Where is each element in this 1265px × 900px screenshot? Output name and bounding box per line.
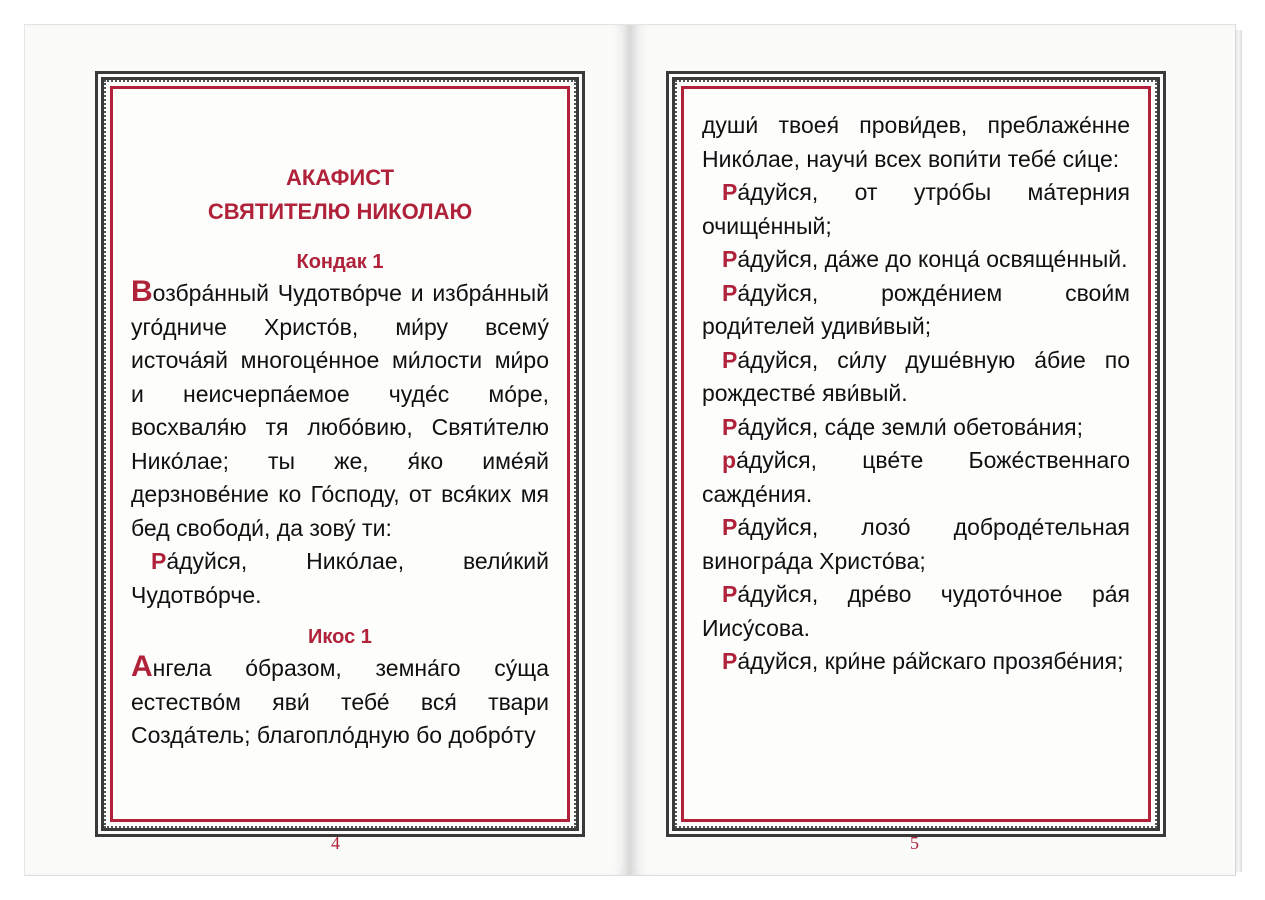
chairetismos-text: а́дуйся, дре́во чудото́чное ра́я Иису́сова. xyxy=(702,581,1130,641)
left-page xyxy=(24,24,630,876)
ornamental-frame-right xyxy=(666,71,1166,837)
opening-text: души́ твоея́ прови́дев, преблаже́нне Нико́лае, научи́ всех вопи́ти тебе́ си́це: xyxy=(702,112,1130,172)
chairetismos-initial: Р xyxy=(722,514,738,540)
chairetismos-text: а́дуйся, лозо́ доброде́тельная виногра́да Христо́ва; xyxy=(702,514,1130,574)
ikos-dropcap: А xyxy=(131,650,153,683)
chairetismos-text: а́дуйся, от утро́бы ма́терния очище́нный; xyxy=(702,179,1130,239)
frame-inner-right xyxy=(681,86,1151,822)
page-edges xyxy=(1236,30,1242,872)
page-number-right: 5 xyxy=(910,833,919,853)
akathist-title-line1: АКАФИСТ xyxy=(285,165,395,190)
chairetismos-text: а́дуйся, да́же до конца́ освяще́нный. xyxy=(737,246,1128,272)
chairetismos-initial: Р xyxy=(722,581,738,607)
ikos-paragraph xyxy=(131,652,549,753)
chairetismos-initial: Р xyxy=(722,179,738,205)
right-page xyxy=(630,24,1236,876)
kondak-paragraph xyxy=(131,277,549,545)
chairetismos-line xyxy=(702,277,1130,344)
chairetismos-line xyxy=(702,411,1130,445)
ikos-text: нгела о́бразом, земна́го су́ща естество́м яви́ тебе́ вся́ твари Созда́тель; благопло́дную бо добро́ту xyxy=(131,655,549,748)
page-number-left: 4 xyxy=(331,833,340,853)
chairetismos-line xyxy=(702,344,1130,411)
chairetismos-line xyxy=(702,645,1130,679)
right-page-content xyxy=(702,89,1130,679)
akathist-title-line2: СВЯТИТЕЛЮ НИКОЛАЮ xyxy=(207,199,473,224)
kondak-dropcap: В xyxy=(131,275,153,308)
frame-inner-left xyxy=(110,86,570,822)
chairetismos-initial: р xyxy=(722,447,737,473)
kondak-refrain-text: а́дуйся, Нико́лае, вели́кий Чудотво́рче. xyxy=(131,548,549,608)
ornamental-frame-left xyxy=(95,71,585,837)
chairetismos-initial: Р xyxy=(722,246,738,272)
chairetismos-text: а́дуйся, кри́не ра́йскаго прозябе́ния; xyxy=(737,648,1124,674)
chairetismos-line xyxy=(702,578,1130,645)
kondak-text: озбра́нный Чудотво́рче и избра́нный уго́дниче Христо́в, ми́ру всему́ источа́яй многоце́нное ми́лости ми́ро и неисчерпа́емое чуде́с мо́ре, восхваля́ю тя любо́вию, Святи́телю Нико́лае; ты же, я́ко име́яй дерзнове́ние ко Го́споду, от вся́ких мя бед свободи́, да зову́ ти: xyxy=(131,280,549,541)
chairetismos-text: а́дуйся, цве́те Боже́ственнаго сажде́ния. xyxy=(702,447,1130,507)
ikos-heading: Икос 1 xyxy=(308,626,372,648)
left-page-content xyxy=(131,89,549,753)
chairetismos-initial: Р xyxy=(722,648,738,674)
kondak-heading: Кондак 1 xyxy=(296,251,384,273)
chairetismos-line xyxy=(702,176,1130,243)
chairetismos-line xyxy=(702,444,1130,511)
chairetismoi-list xyxy=(702,176,1130,679)
kondak-refrain xyxy=(131,545,549,612)
chairetismos-initial: Р xyxy=(722,279,738,306)
kondak-refrain-initial: Р xyxy=(151,548,167,574)
chairetismos-initial: Р xyxy=(722,346,738,373)
chairetismos-line xyxy=(702,511,1130,578)
chairetismos-initial: Р xyxy=(722,413,738,440)
chairetismos-text: а́дуйся, рожде́нием свои́м роди́телей удиви́вый; xyxy=(702,279,1130,339)
chairetismos-line xyxy=(702,243,1130,277)
chairetismos-text: а́дуйся, са́де земли́ обетова́ния; xyxy=(737,413,1084,440)
chairetismos-text: а́дуйся, си́лу душе́вную а́бие по рождестве́ яви́вый. xyxy=(702,346,1130,406)
